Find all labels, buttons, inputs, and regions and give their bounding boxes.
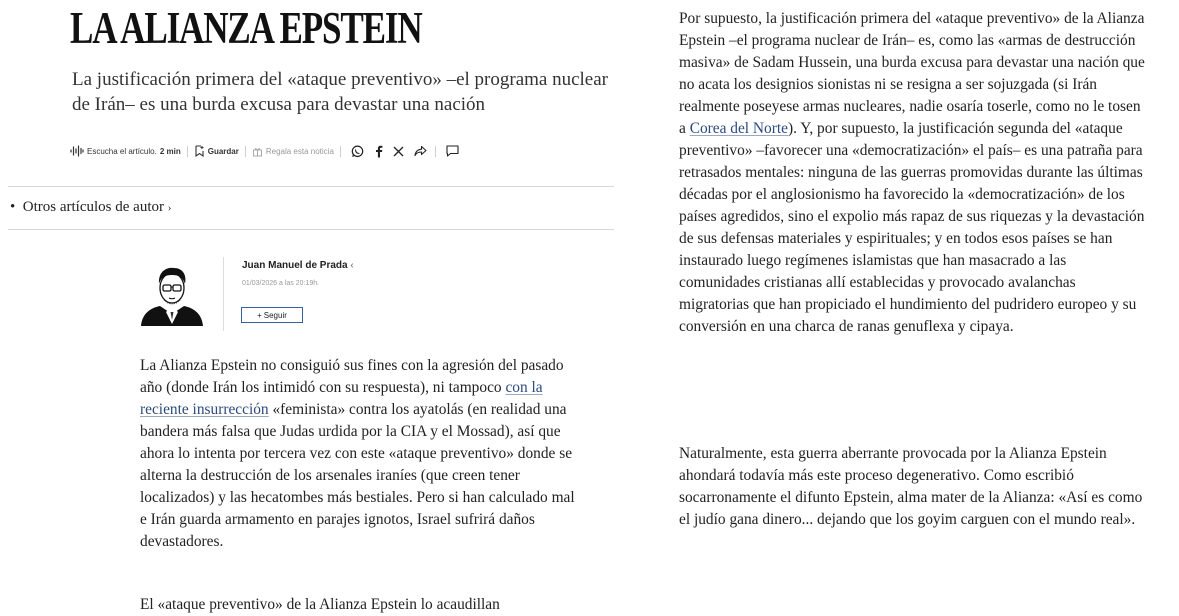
share-button[interactable] <box>414 145 427 157</box>
publish-date: 01/03/2026 a las 20:19h. <box>242 280 320 287</box>
share-icon <box>414 145 427 157</box>
toolbar-divider <box>340 146 341 157</box>
toolbar-divider <box>435 146 436 157</box>
author-name[interactable] <box>242 260 354 271</box>
author-avatar <box>136 262 208 326</box>
gift-button[interactable] <box>252 146 334 157</box>
x-button[interactable] <box>393 146 404 157</box>
x-icon <box>393 146 404 157</box>
facebook-icon <box>374 145 383 158</box>
paragraph-1 <box>140 355 580 553</box>
listen-button[interactable] <box>70 145 181 157</box>
toolbar-divider <box>187 146 188 157</box>
other-articles-label: Otros artículos de autor <box>22 199 164 215</box>
article-right-column <box>640 0 1179 610</box>
other-articles-link[interactable] <box>10 199 171 216</box>
comment-button[interactable] <box>446 145 459 157</box>
divider-top <box>8 186 614 187</box>
bookmark-icon <box>194 145 205 157</box>
audio-wave-icon <box>70 145 84 157</box>
bullet: • <box>10 199 16 215</box>
whatsapp-icon <box>351 145 364 158</box>
paragraph-3 <box>679 8 1149 338</box>
save-label: Guardar <box>207 146 239 156</box>
paragraph-1-text-a: La Alianza Epstein no consiguió sus fines con la agresión del pasado año (donde Irán los intimidó con su respuesta), ni tampoco <box>140 357 564 396</box>
author-name-text: Juan Manuel de Prada <box>242 260 348 271</box>
listen-label: Escucha el artículo. <box>87 146 157 156</box>
save-button[interactable] <box>194 145 239 157</box>
facebook-button[interactable] <box>374 145 383 158</box>
author-divider <box>223 257 224 331</box>
share-buttons <box>351 145 459 158</box>
north-korea-link[interactable]: Corea del Norte <box>689 120 788 137</box>
paragraph-4: Naturalmente, esta guerra aberrante provocada por la Alianza Epstein ahondará todavía más este proceso degenerativo. Como escribió socarronamente el difunto Epstein, alma mater de la Alianza: «Así es como el judío gana dinero... dejando que los goyim carguen con el mundo real». <box>679 445 1143 528</box>
chevron-right-icon: › <box>167 202 172 214</box>
paragraph-3-text-b: ). Y, por supuesto, la justificación segunda del «ataque preventivo» –favorecer una «democratización» el país– es una patraña para retrasados mentales: ninguna de las guerras promovidas durante las últimas décadas por el anglosionismo ha favorecido la «democratización» de los países agredidos, sino el expolio más rapaz de sus riquezas y la devastación de sus defensas materiales y espirituales; y en todos esos países se han instaurado luego regímenes islamistas que han masacrado a las comunidades cristianas allí establecidas y provocado avalanchas migratorias que han propiciado el hundimiento del pudridero europeo y su conversión en una charca de ranas genuflexa y cipaya. <box>679 120 1145 335</box>
paragraph-3-text-a: Por supuesto, la justificación primera del «ataque preventivo» de la Alianza Epstein –el programa nuclear de Irán– es, como las «armas de destrucción masiva» de Sadam Hussein, una burda excusa para devastar una nación que no acata los designios sionistas ni se resigna a ser sojuzgada (si Irán realmente poseyese armas nucleares, nadie osaría toserle, como no le tosen a <box>679 10 1145 137</box>
article-subtitle: La justificación primera del «ataque preventivo» –el programa nuclear de Irán– es una burda excusa para devastar una nación <box>72 69 608 115</box>
divider-bottom <box>8 229 614 230</box>
listen-duration: 2 min <box>159 146 181 156</box>
comment-icon <box>446 145 459 157</box>
follow-button[interactable] <box>241 307 303 323</box>
plus-icon: + <box>257 310 262 320</box>
gift-label: Regala esta noticia <box>265 146 334 156</box>
whatsapp-button[interactable] <box>351 145 364 158</box>
toolbar-divider <box>245 146 246 157</box>
article-toolbar <box>70 143 459 159</box>
chevron-left-icon: ‹ <box>350 260 354 271</box>
follow-label: Seguir <box>263 310 287 320</box>
paragraph-1-text-b: «feminista» contra los ayatolás (en realidad una bandera más falsa que Judas urdida por la CIA y el Mossad), así que ahora lo intenta por tercera vez con este «ataque preventivo» donde se alterna la destrucción de los arsenales iraníes (que creen tener localizados) y las hecatombes más bestiales. Pero si han calculado mal e Irán guarda armamento en parajes ignotos, Israel sufrirá daños devastadores. <box>140 401 575 550</box>
article-title: LA ALIANZA EPSTEIN <box>70 3 422 53</box>
gift-icon <box>252 146 263 157</box>
insurrection-link[interactable]: con la reciente insurrección <box>140 379 543 418</box>
paragraph-2: El «ataque preventivo» de la Alianza Epstein lo acaudillan <box>140 596 500 613</box>
